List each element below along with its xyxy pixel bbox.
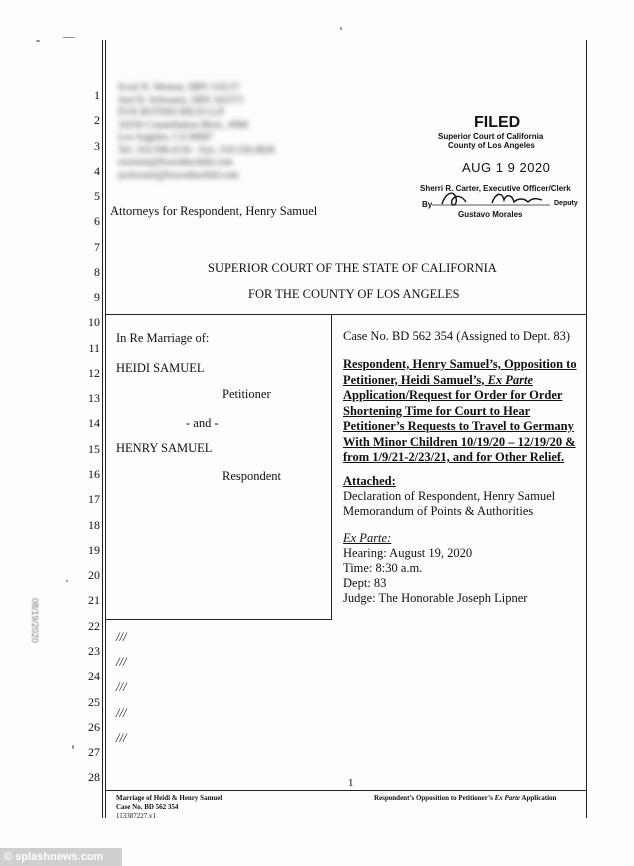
line-number: 4	[94, 164, 100, 178]
line-number: 1	[94, 88, 100, 102]
court-heading-line2: FOR THE COUNTY OF LOS ANGELES	[248, 287, 460, 301]
title-line: Application/Request for Order for Order	[343, 388, 563, 402]
footer-right-suffix: Application	[521, 794, 557, 802]
line-number: 17	[88, 492, 100, 506]
hearing-time: Time: 8:30 a.m.	[343, 561, 423, 575]
stamp-date: AUG 1 9 2020	[462, 160, 551, 175]
line-number: 9	[94, 290, 100, 304]
attorneys-label: Attorneys for Respondent, Henry Samuel	[110, 204, 318, 218]
line-number: 27	[88, 745, 100, 759]
line-number: 7	[94, 240, 100, 254]
line-number: 16	[88, 467, 100, 481]
line-number: 12	[88, 366, 100, 380]
margin-line-left-1	[102, 40, 103, 818]
line-number: 23	[88, 644, 100, 658]
title-line	[343, 373, 583, 389]
continuation-slash: ///	[116, 731, 127, 745]
line-number: 14	[88, 416, 100, 430]
petitioner-label: Petitioner	[222, 387, 271, 401]
continuation-slash: ///	[116, 680, 127, 694]
hearing-details	[343, 546, 527, 606]
caption-rule-bottom	[106, 619, 332, 620]
line-number: 24	[88, 669, 100, 683]
scan-mark	[62, 37, 76, 38]
line-number: 15	[88, 442, 100, 456]
line-number: 5	[94, 189, 100, 203]
ex-parte-heading: Ex Parte:	[343, 531, 392, 545]
attorney-line-redacted: FOX ROTHSCHILD LLP	[118, 107, 225, 118]
attached-item: Memorandum of Points & Authorities	[343, 504, 534, 518]
footer-right-prefix: Respondent’s Opposition to Petitioner’s	[374, 794, 493, 802]
scan-mark	[72, 745, 74, 749]
title-line-text: Petitioner, Heidi Samuel’s,	[343, 372, 488, 387]
title-line: Petitioner’s Requests to Travel to Germany	[343, 419, 574, 433]
footer-left	[116, 794, 222, 821]
title-ex-parte: Ex Parte	[487, 372, 534, 387]
hearing-date: Hearing: August 19, 2020	[343, 546, 473, 560]
line-number: 19	[88, 543, 100, 557]
attached-item: Declaration of Respondent, Henry Samuel	[343, 489, 556, 503]
line-number: 22	[88, 619, 100, 633]
scan-mark	[66, 580, 68, 582]
stamp-deputy-name: Gustavo Morales	[458, 210, 523, 219]
attorney-line-redacted: 10250 Constellation Blvd., #900	[118, 119, 249, 131]
petitioner-name: HEIDI SAMUEL	[116, 361, 205, 375]
respondent-name: HENRY SAMUEL	[116, 441, 213, 455]
continuation-slash: ///	[116, 630, 127, 644]
line-number: 20	[88, 568, 100, 582]
attorney-line-redacted: Los Angeles, CA 90067	[118, 132, 214, 143]
hearing-dept: Dept: 83	[343, 576, 387, 590]
watermark: © splashnews.com	[0, 848, 122, 866]
title-line: With Minor Children 10/19/20 – 12/19/20 &	[343, 434, 576, 449]
line-number: 8	[94, 265, 100, 279]
line-number: 13	[88, 391, 100, 405]
stamp-deputy: Deputy	[554, 200, 578, 207]
line-number: 3	[94, 139, 100, 153]
scan-mark	[340, 27, 342, 30]
stamp-court-line1: Superior Court of California	[438, 132, 544, 141]
attorney-line-redacted: sweston@foxrothschild.com	[118, 157, 233, 168]
court-heading-line1: SUPERIOR COURT OF THE STATE OF CALIFORNIA	[208, 261, 497, 275]
caption-divider	[331, 314, 332, 620]
in-re-label: In Re Marriage of:	[116, 331, 210, 345]
title-line: Respondent, Henry Samuel’s, Opposition to	[343, 357, 577, 371]
page-number: 1	[348, 777, 354, 789]
and-separator: - and -	[186, 416, 219, 430]
case-number: Case No. BD 562 354 (Assigned to Dept. 83)	[343, 329, 571, 343]
footer-rule	[106, 790, 586, 791]
respondent-label: Respondent	[222, 469, 282, 483]
line-number: 2	[94, 113, 100, 127]
document-title	[343, 357, 583, 466]
line-number: 6	[94, 214, 100, 228]
margin-line-left-2	[105, 40, 106, 818]
attorney-line-redacted: Tel: 310.598.4150 - Fax: 310.556.9828	[118, 144, 275, 156]
line-number: 26	[88, 720, 100, 734]
line-number: 28	[88, 770, 100, 784]
title-line: Shortening Time for Court to Hear	[343, 403, 531, 418]
footer-right	[374, 794, 556, 802]
caption-rule-top	[106, 314, 586, 315]
footer-case-number: Case No. BD 562 354	[116, 803, 179, 811]
attorney-line-redacted: Joel D. Schwartz, SBN 162373	[118, 94, 243, 106]
hearing-judge: Judge: The Honorable Joseph Lipner	[343, 591, 528, 605]
scan-mark	[36, 40, 40, 42]
attorney-line-redacted: jschwartz@foxrothschild.com	[118, 169, 239, 181]
footer-case-name: Marriage of Heidi & Henry Samuel	[116, 794, 223, 802]
continuation-slash: ///	[116, 655, 127, 669]
line-number: 25	[88, 695, 100, 709]
line-number: 21	[88, 593, 100, 607]
stamp-officer: Sherri R. Carter, Executive Officer/Clerk	[420, 184, 571, 193]
footer-doc-id: 113387227.v1	[116, 812, 156, 820]
attorney-line-redacted: Scott N. Weston, SBN 116137	[118, 82, 240, 93]
stamp-by: By	[422, 200, 433, 209]
margin-line-right	[586, 40, 587, 818]
attorney-block	[118, 82, 275, 182]
line-number: 11	[88, 341, 100, 355]
line-number: 10	[88, 315, 100, 329]
footer-right-italic: Ex Parte	[494, 794, 521, 802]
line-number: 18	[88, 518, 100, 532]
deputy-signature	[432, 188, 552, 212]
continuation-slash: ///	[116, 706, 127, 720]
side-date-stamp: 08/19/2020	[30, 598, 40, 644]
title-line: from 1/9/21-2/23/21, and for Other Relief.	[343, 450, 565, 464]
attached-heading: Attached:	[343, 474, 396, 488]
stamp-court-line2: County of Los Angeles	[448, 141, 535, 150]
filed-label: FILED	[474, 114, 521, 131]
